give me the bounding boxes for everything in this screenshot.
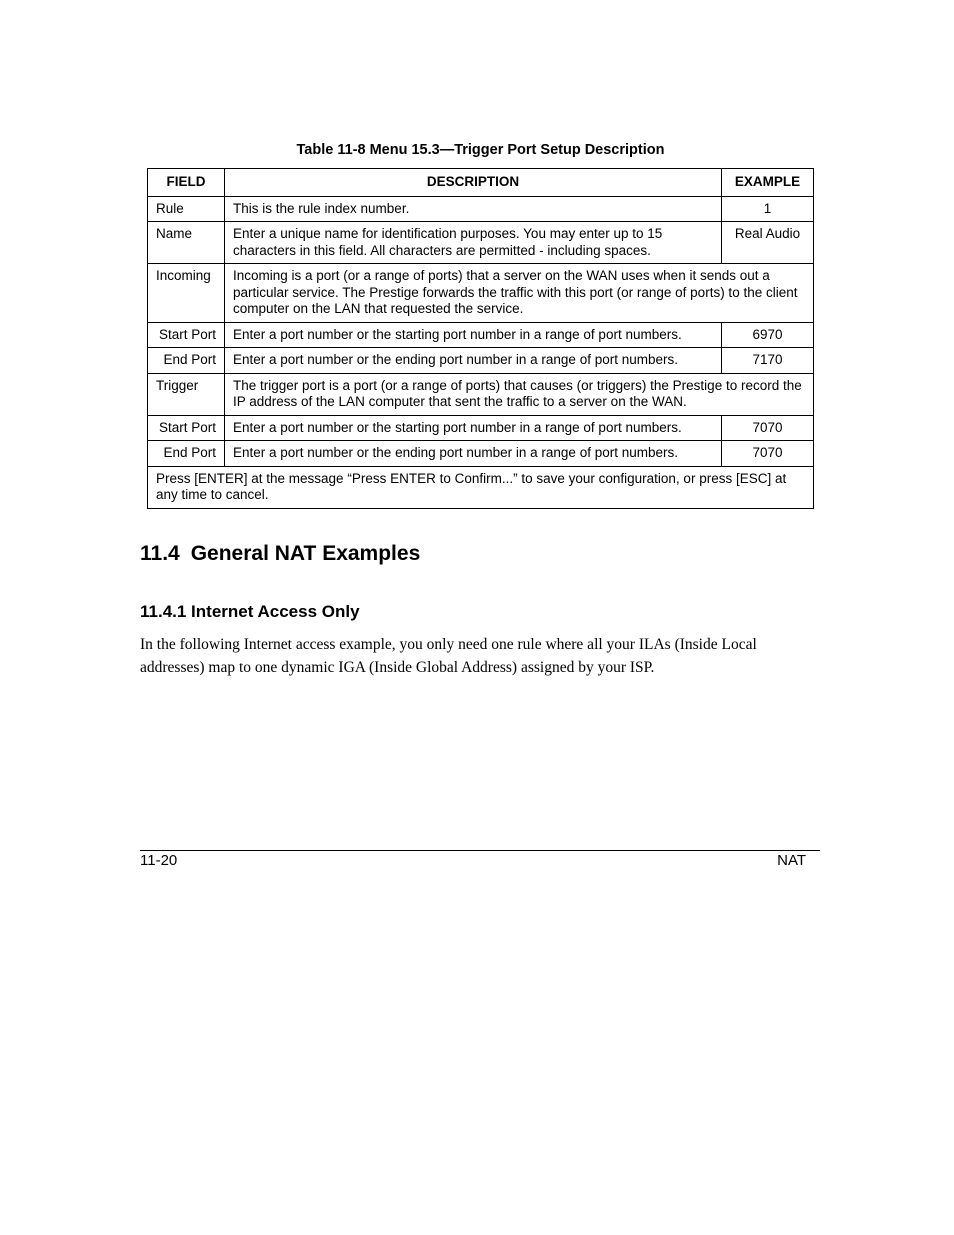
description-cell: Incoming is a port (or a range of ports) that a server on the WAN uses when it sends out a particular service. The Prestige forwards the traffic with this port (or range of ports) to the client computer on the LAN that requested the service. bbox=[224, 264, 813, 323]
example-cell: 7070 bbox=[722, 441, 814, 467]
body-paragraph: In the following Internet access example, you only need one rule where all your ILAs (Inside Local addresses) map to one dynamic IGA (Inside Global Address) assigned by your ISP. bbox=[140, 636, 757, 676]
page-number: 11-20 bbox=[140, 852, 178, 869]
description-cell: Enter a port number or the starting port number in a range of port numbers. bbox=[224, 322, 721, 348]
table-row bbox=[148, 322, 814, 348]
header-field: FIELD bbox=[148, 169, 225, 197]
section-number: 11.4 bbox=[140, 542, 180, 565]
field-cell: Start Port bbox=[148, 415, 225, 441]
description-cell: Enter a port number or the starting port number in a range of port numbers. bbox=[224, 415, 721, 441]
field-cell: Trigger bbox=[148, 373, 225, 415]
example-cell: 6970 bbox=[722, 322, 814, 348]
example-cell: 7170 bbox=[722, 348, 814, 374]
description-cell: This is the rule index number. bbox=[224, 196, 721, 222]
section-heading bbox=[140, 540, 420, 568]
footer-divider bbox=[140, 850, 820, 851]
field-cell: Rule bbox=[148, 196, 225, 222]
table-row bbox=[148, 348, 814, 374]
subsection-heading: 11.4.1 Internet Access Only bbox=[140, 602, 360, 621]
table-row bbox=[148, 373, 814, 415]
table-header-row bbox=[148, 169, 814, 197]
table-row bbox=[148, 196, 814, 222]
table-caption: Table 11-8 Menu 15.3—Trigger Port Setup Description bbox=[296, 142, 665, 158]
header-example: EXAMPLE bbox=[722, 169, 814, 197]
table-row bbox=[148, 441, 814, 467]
description-cell: The trigger port is a port (or a range of ports) that causes (or triggers) the Prestige to record the IP address of the LAN computer that sent the traffic to a server on the WAN. bbox=[224, 373, 813, 415]
table-row bbox=[148, 264, 814, 323]
example-cell: 1 bbox=[722, 196, 814, 222]
description-cell: Enter a port number or the ending port number in a range of port numbers. bbox=[224, 348, 721, 374]
field-cell: Start Port bbox=[148, 322, 225, 348]
header-description: DESCRIPTION bbox=[224, 169, 721, 197]
field-cell: End Port bbox=[148, 348, 225, 374]
section-title: General NAT Examples bbox=[190, 542, 421, 565]
table-footer-note: Press [ENTER] at the message “Press ENTER to Confirm...” to save your configuration, or press [ESC] at any time to cancel. bbox=[148, 466, 814, 508]
field-cell: End Port bbox=[148, 441, 225, 467]
description-cell: Enter a unique name for identification purposes. You may enter up to 15 characters in this field. All characters are permitted - including spaces. bbox=[224, 222, 721, 264]
example-cell: Real Audio bbox=[722, 222, 814, 264]
table-row bbox=[148, 415, 814, 441]
table-row bbox=[148, 222, 814, 264]
field-cell: Incoming bbox=[148, 264, 225, 323]
field-cell: Name bbox=[148, 222, 225, 264]
description-cell: Enter a port number or the ending port number in a range of port numbers. bbox=[224, 441, 721, 467]
table-footer-row bbox=[148, 466, 814, 508]
example-cell: 7070 bbox=[722, 415, 814, 441]
chapter-name: NAT bbox=[777, 852, 806, 869]
trigger-port-table bbox=[147, 168, 814, 509]
